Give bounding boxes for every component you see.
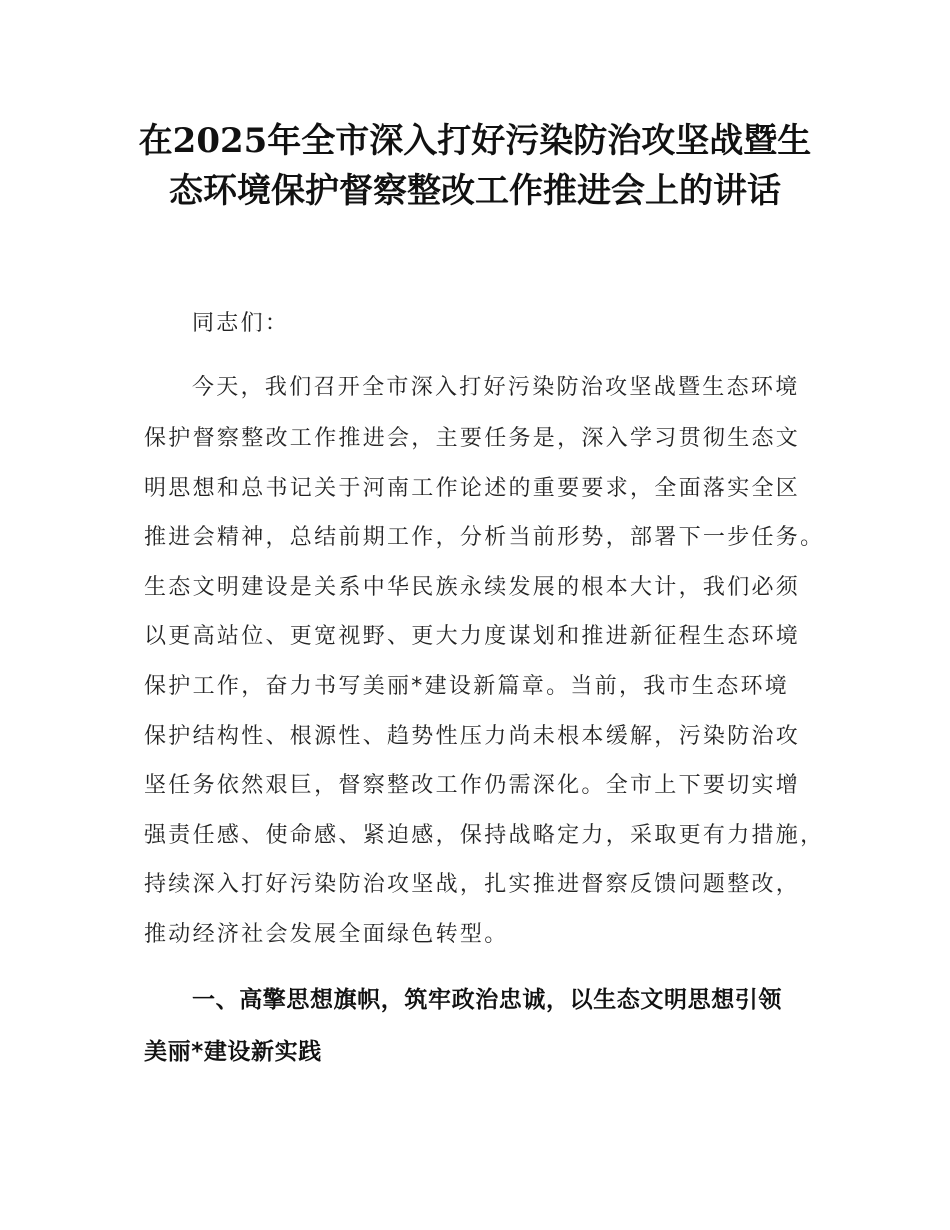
document-title-line-2: 态环境保护督察整改工作推进会上的讲话 [169, 171, 781, 211]
paragraph-line: 坚任务依然艰巨，督察整改工作仍需深化。全市上下要切实增 [144, 773, 801, 798]
paragraph-line: 明思想和总书记关于河南工作论述的重要要求，全面落实全区 [144, 476, 801, 501]
section-heading-line-1: 一、高擎思想旗帜，筑牢政治忠诚，以生态文明思想引领 [192, 987, 782, 1013]
section-heading-line-2: 美丽*建设新实践 [144, 1039, 322, 1065]
salutation: 同志们： [192, 311, 290, 336]
paragraph-line: 以更高站位、更宽视野、更大力度谋划和推进新征程生态环境 [144, 624, 801, 649]
paragraph-line: 保护工作，奋力书写美丽*建设新篇章。当前，我市生态环境 [144, 674, 790, 699]
paragraph-line: 推进会精神，总结前期工作，分析当前形势，部署下一步任务。 [144, 525, 825, 550]
paragraph-line: 持续深入打好污染防治攻坚战，扎实推进督察反馈问题整改， [144, 872, 801, 897]
paragraph-line: 今天，我们召开全市深入打好污染防治攻坚战暨生态环境 [192, 375, 800, 400]
document-title-line-1: 在2025年全市深入打好污染防治攻坚战暨生 [138, 121, 812, 161]
paragraph-line: 保护督察整改工作推进会，主要任务是，深入学习贯彻生态文 [144, 426, 801, 451]
paragraph-line: 推动经济社会发展全面绿色转型。 [144, 922, 509, 947]
paragraph-line: 强责任感、使命感、紧迫感，保持战略定力，采取更有力措施， [144, 823, 825, 848]
paragraph-line: 保护结构性、根源性、趋势性压力尚未根本缓解，污染防治攻 [144, 724, 801, 749]
paragraph-line: 生态文明建设是关系中华民族永续发展的根本大计，我们必须 [144, 575, 801, 600]
